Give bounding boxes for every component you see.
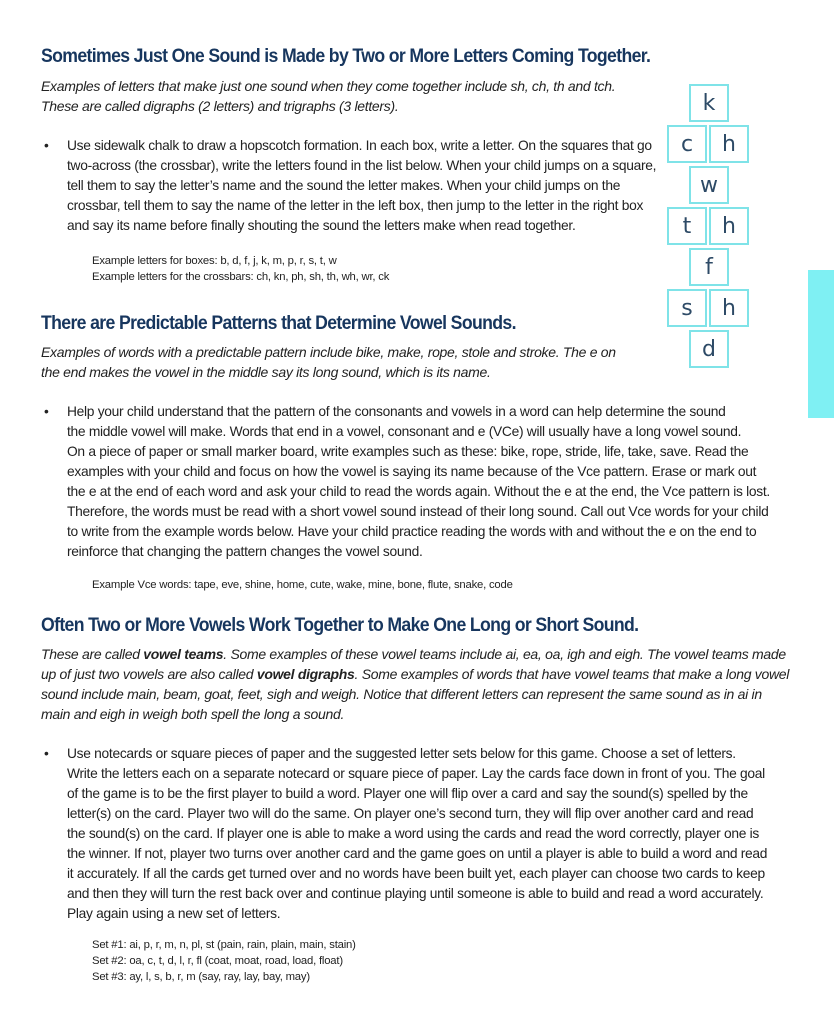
vowel-digraphs-term: vowel digraphs [256,666,355,682]
bullet-line: and say its name before finally shouting the sound the letters make when read together. [67,218,576,233]
hopscotch-box: f [689,248,729,286]
hopscotch-box: k [689,84,729,122]
bullet-text [67,136,656,236]
hopscotch-box: s [667,289,707,327]
bullet-line: crossbar, tell them to say the name of the letter in the left box, then jump to the letter in the right box [67,198,644,213]
bullet-dot: • [44,138,49,153]
intro-line: Examples of words with a predictable pattern include bike, make, rope, stole and stroke. The e on [41,344,616,360]
section2-heading: There are Predictable Patterns that Determine Vowel Sounds. [41,313,516,334]
side-accent-tab [808,270,834,418]
hopscotch-box: h [709,289,749,327]
section1-examples [92,253,389,285]
section2-bullet [44,402,804,562]
bullet-line: the e at the end of each word and ask your child to read the words again. Without the e at the end, the Vce pattern is lost. [67,484,770,499]
bullet-line: of the game is to be the first player to build a word. Player one will flip over a card and say the sound(s) spelled by the [67,786,748,801]
section3-bullet [44,744,814,924]
section1-bullet [44,136,664,236]
bullet-line: reinforce that changing the pattern changes the vowel sound. [67,544,423,559]
bullet-line: to write from the example words below. Have your child practice reading the words with and without the e on the end to [67,524,757,539]
bullet-line: Use notecards or square pieces of paper and the suggested letter sets below for this game. Choose a set of letters. [67,746,736,761]
vowel-teams-term: vowel teams [143,646,224,662]
intro-text: . Some examples of words that have vowel teams that make a long vowel [354,666,790,682]
section3-letter-sets [92,937,356,985]
intro-line [41,664,811,684]
hopscotch-box: h [709,125,749,163]
bullet-text [67,402,770,562]
letter-set-line: Set #2: oa, c, t, d, l, r, fl (coat, moat, road, load, float) [92,955,343,967]
bullet-line: letter(s) on the card. Player two will do the same. On player one’s second turn, they will flip over another card and read [67,806,754,821]
bullet-line: tell them to say the letter’s name and the sound the letter makes. When your child jumps on the [67,178,621,193]
bullet-text [67,744,767,924]
section1-intro [41,76,615,116]
intro-line [41,644,811,664]
bullet-line: the sound(s) on the card. If player one is able to make a word using the cards and read the word correctly, player one is [67,826,760,841]
intro-text: up of just two vowels are also called [41,666,257,682]
hopscotch-box: d [689,330,729,368]
bullet-line: On a piece of paper or small marker board, write examples such as these: bike, rope, stride, life, take, save. Read the [67,444,749,459]
hopscotch-drawing [664,80,756,370]
section1-heading: Sometimes Just One Sound is Made by Two or More Letters Coming Together. [41,46,651,67]
bullet-line: examples with your child and focus on how the vowel is saying its name because of the Vce pattern. Erase or mark out [67,464,757,479]
example-line: Example Vce words: tape, eve, shine, home, cute, wake, mine, bone, flute, snake, code [92,579,513,591]
section2-intro [41,342,616,382]
intro-line: main and eigh in weigh both spell the long a sound. [41,706,345,722]
hopscotch-box: t [667,207,707,245]
bullet-dot: • [44,746,49,761]
intro-line: the end makes the vowel in the middle say its long sound, which is its name. [41,364,491,380]
example-line: Example letters for boxes: b, d, f, j, k, m, p, r, s, t, w [92,255,337,267]
bullet-line: and then they will turn the rest back over and continue playing until someone is able to build and read a word accurately. [67,886,764,901]
bullet-line: it accurately. If all the cards get turned over and no words have been built yet, each player can choose two cards to keep [67,866,765,881]
bullet-line: Write the letters each on a separate notecard or square piece of paper. Lay the cards face down in front of you. The goal [67,766,765,781]
hopscotch-box: c [667,125,707,163]
bullet-line: the winner. If not, player two turns over another card and the game goes on until a player is able to build a word and read [67,846,768,861]
intro-line: These are called digraphs (2 letters) and trigraphs (3 letters). [41,98,399,114]
letter-set-line: Set #1: ai, p, r, m, n, pl, st (pain, rain, plain, main, stain) [92,939,356,951]
section3-intro [41,644,811,724]
bullet-line: the middle vowel will make. Words that end in a vowel, consonant and e (VCe) will usually have a long vowel sound. [67,424,742,439]
section2-examples [92,577,513,593]
bullet-line: two-across (the crossbar), write the letters found in the list below. When your child jumps on a square, [67,158,657,173]
bullet-dot: • [44,404,49,419]
intro-line: sound include main, beam, goat, feet, sigh and weigh. Notice that different letters can represent the same sound as in ai in [41,686,762,702]
intro-text: . Some examples of these vowel teams include ai, ea, oa, igh and eigh. The vowel teams made [223,646,786,662]
example-line: Example letters for the crossbars: ch, kn, ph, sh, th, wh, wr, ck [92,271,390,283]
hopscotch-box: w [689,166,729,204]
bullet-line: Play again using a new set of letters. [67,906,281,921]
section3-heading: Often Two or More Vowels Work Together to Make One Long or Short Sound. [41,615,639,636]
bullet-line: Use sidewalk chalk to draw a hopscotch formation. In each box, write a letter. On the squares that go [67,138,652,153]
bullet-line: Therefore, the words must be read with a short vowel sound instead of their long sound. Call out Vce words for your child [67,504,769,519]
bullet-line: Help your child understand that the pattern of the consonants and vowels in a word can help determine the sound [67,404,726,419]
letter-set-line: Set #3: ay, l, s, b, r, m (say, ray, lay, bay, may) [92,971,310,983]
intro-line: Examples of letters that make just one sound when they come together include sh, ch, th and tch. [41,78,616,94]
intro-text: These are called [41,646,144,662]
hopscotch-box: h [709,207,749,245]
